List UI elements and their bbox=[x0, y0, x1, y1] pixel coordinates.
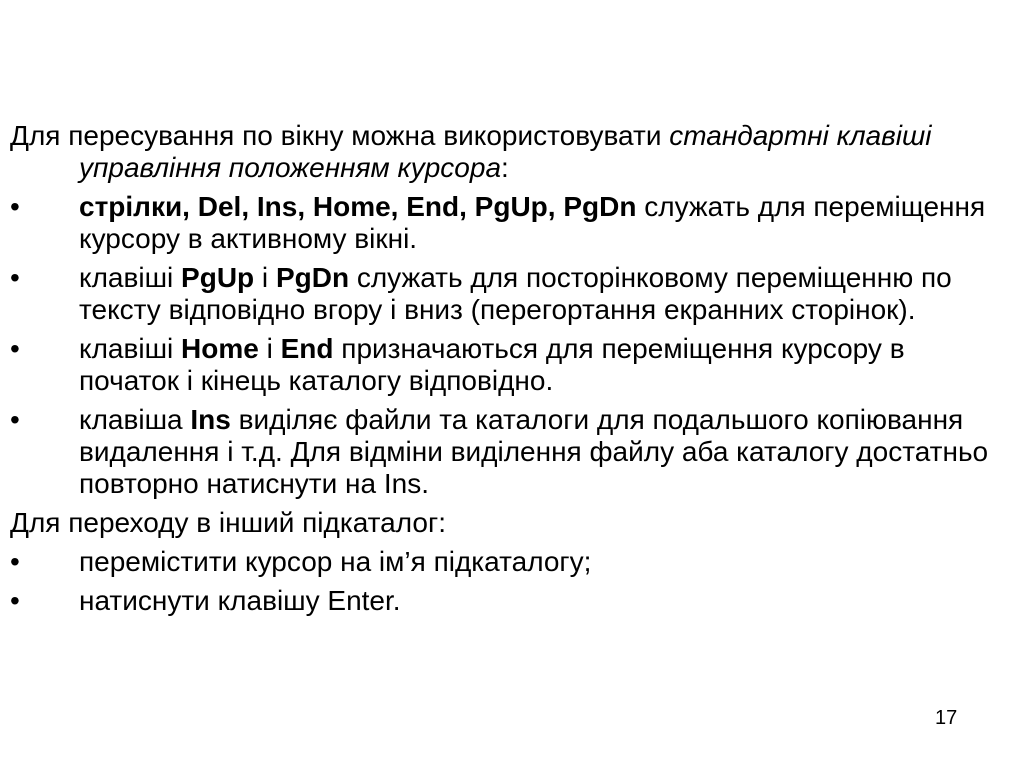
bullet-icon: • bbox=[10, 191, 20, 222]
bullet-icon: • bbox=[10, 585, 20, 616]
bullet-icon: • bbox=[10, 404, 20, 435]
key-pgdn: PgDn bbox=[275, 262, 350, 293]
intro-text: Для пересування по вікну можна використовувати bbox=[10, 120, 670, 151]
key-home: Home bbox=[181, 333, 259, 364]
bullet-text: клавіші bbox=[79, 262, 182, 293]
bullet-text: перемістити курсор на ім’я підкаталогу; bbox=[79, 546, 592, 577]
bullet-text: служать для посторінковому переміщенню по тексту відповідно вгору і вниз (перегортання екранних сторінок). bbox=[79, 262, 952, 325]
key-ins: Ins bbox=[190, 404, 231, 435]
bullet-text: клавіші bbox=[79, 333, 182, 364]
bullet-keys-bold: стрілки, Del, Ins, Home, End, PgUp, PgDn bbox=[79, 191, 637, 222]
bullet-text: призначаються для переміщення курсору в початок і кінець каталогу відповідно. bbox=[79, 333, 905, 396]
bullet-text: і bbox=[258, 333, 281, 364]
key-end: End bbox=[280, 333, 334, 364]
intro-paragraph bbox=[10, 120, 1010, 184]
bullet-item-arrows bbox=[10, 191, 1010, 255]
slide-body bbox=[10, 120, 1010, 624]
intro-emphasis: стандартні клавіші управління положенням курсора bbox=[79, 120, 932, 183]
bullet-icon: • bbox=[10, 262, 20, 293]
second-intro-paragraph: Для переходу в інший підкаталог: bbox=[10, 507, 446, 538]
bullet-text: виділяє файли та каталоги для подальшого копіювання видалення і т.д. Для відміни виділення файлу аба каталогу достатньо повторно натиснути на Ins. bbox=[79, 404, 989, 499]
bullet-item-press-enter bbox=[10, 585, 1010, 617]
bullet-item-ins bbox=[10, 404, 1010, 500]
bullet-text: клавіша bbox=[79, 404, 191, 435]
bullet-item-move-cursor bbox=[10, 546, 1010, 578]
intro-end: : bbox=[501, 152, 509, 183]
key-pgup: PgUp bbox=[181, 262, 255, 293]
bullet-icon: • bbox=[10, 546, 20, 577]
bullet-item-pgup-pgdn bbox=[10, 262, 1010, 326]
bullet-text: служать для переміщення курсору в активному вікні. bbox=[79, 191, 986, 254]
bullet-item-home-end bbox=[10, 333, 1010, 397]
bullet-text: і bbox=[254, 262, 276, 293]
page-number: 17 bbox=[935, 707, 958, 729]
bullet-text: натиснути клавішу Enter. bbox=[79, 585, 401, 616]
bullet-icon: • bbox=[10, 333, 20, 364]
